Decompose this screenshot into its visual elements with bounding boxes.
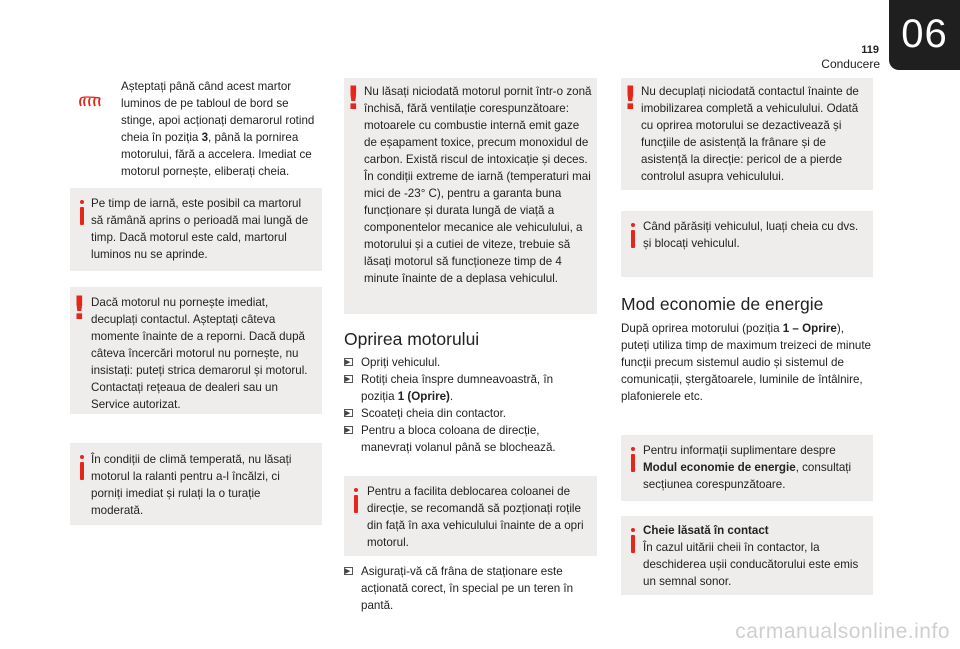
stop-steps: [344, 354, 584, 456]
info-box-more: [621, 435, 873, 501]
warning-icon: !: [72, 289, 87, 327]
info-box-key: [621, 516, 873, 595]
heading-eco-mode: Mod economie de energie: [621, 294, 824, 314]
info-icon: [80, 455, 84, 459]
page-number: 119: [861, 44, 879, 56]
heading-stop-engine: Oprirea motorului: [344, 329, 480, 349]
info-box-column: [344, 476, 597, 556]
info-column-text: Pentru a facilita deblocarea coloanei de direcție, se recomandă să pozționați roțile din față în axa vehiculului înainte de a opri motorul.: [367, 485, 584, 549]
list-item: ▶ Pentru a bloca coloana de direcție, manevrați volanul până se blochează.: [344, 422, 584, 456]
warning-icon: !: [623, 79, 638, 117]
info-icon: [80, 200, 84, 204]
info-icon: [631, 528, 635, 532]
info-leave-text: Când părăsiți vehiculul, luați cheia cu dvs. și blocați vehiculul.: [643, 220, 859, 250]
info-box-winter: [70, 188, 322, 271]
eco-text: După oprirea motorului (poziția 1 – Oprire), puteți utiliza timp de maximum treizeci de minute funcții precum sistemul audio și sistemul de comunicații, ștergătoarele, luminile de întâlnire, plafonierele etc.: [621, 322, 872, 403]
info-key-text: Cheie lăsată în contact În cazul uitării cheii în contactor, la deschiderea ușii conducătorului este emis un semnal sonor.: [643, 524, 859, 588]
alert-nostart-text: Dacă motorul nu pornește imediat, decuplați contactul. Așteptați câteva momente înainte de a reporni. Dacă după câteva încercări motorul nu pornește, nu insistați: puteți strica demarorul și motorul. Contactați rețeaua de dealeri sau un Service autorizat.: [91, 296, 308, 411]
alert-contact-text: Nu decuplați niciodată contactul înainte de imobilizarea completă a vehiculului. Odată cu oprirea motorului se dezactivează și funcțiile de asistență la frânare și de asistență la direcție: pericol de a pierde controlul asupra vehiculului.: [641, 85, 859, 183]
alert-box-contact: [621, 78, 873, 190]
info-climate-text: În condiții de climă temperată, nu lăsați motorul la ralanti pentru a-l încălzi, ci porniți imediat și rulați la o turație moderată.: [91, 453, 292, 517]
info-icon: [631, 447, 635, 451]
chapter-tab: [889, 0, 960, 70]
alert-box-enclosed: [344, 78, 597, 314]
info-icon: [631, 223, 635, 227]
info-more-text: Pentru informații suplimentare despre Modul economie de energie, consultați secțiunea corespunzătoare.: [643, 444, 852, 491]
section-title: Conducere: [821, 57, 880, 71]
watermark: carmanualsonline.info: [735, 620, 950, 643]
list-item: ▶ Opriți vehiculul.: [344, 354, 584, 371]
info-box-climate: [70, 443, 322, 525]
alert-enclosed-text: Nu lăsați niciodată motorul pornit într-o zonă închisă, fără ventilație corespunzătoare: motoarele cu combustie internă emit gaze de eșapament toxice, precum monoxidul de carbon. Există riscul de intoxicație și deces. În condiții extreme de iarnă (temperaturi mai mici de -23° C), pentru a garanta buna funcționare și durata lungă de viață a componentelor mecanice ale vehiculului, a motorului și a cutiei de viteze, trebuie să lăsați motorul să funcționeze timp de 4 minute înainte de a deplasa vehiculul.: [364, 85, 592, 285]
parking-step: [344, 563, 584, 614]
alert-box-nostart: [70, 287, 322, 414]
list-item: ▶ Scoateți cheia din contactor.: [344, 405, 584, 422]
chapter-number: 06: [901, 12, 948, 56]
warning-icon: !: [346, 79, 361, 117]
info-icon: [354, 488, 358, 492]
glow-plug-text: Așteptați până când acest martor luminos de pe tabloul de bord se stinge, apoi acționați demarorul rotind cheia în poziția 3, până la pornirea motorului, fără a accelera. Imediat ce motorul pornește, eliberați cheia.: [121, 80, 315, 178]
info-box-leave: [621, 211, 873, 277]
glow-plug-icon: [78, 96, 106, 110]
info-winter-text: Pe timp de iarnă, este posibil ca martorul să rămână aprins o perioadă mai lungă de timp. Dacă motorul este cald, martorul luminos nu se aprinde.: [91, 197, 309, 261]
list-item: ▶ Rotiți cheia înspre dumneavoastră, în poziția 1 (Oprire).: [344, 371, 584, 405]
list-item: ▶ Asigurați-vă că frâna de staționare este acționată corect, în special pe un teren în pantă.: [344, 563, 584, 614]
